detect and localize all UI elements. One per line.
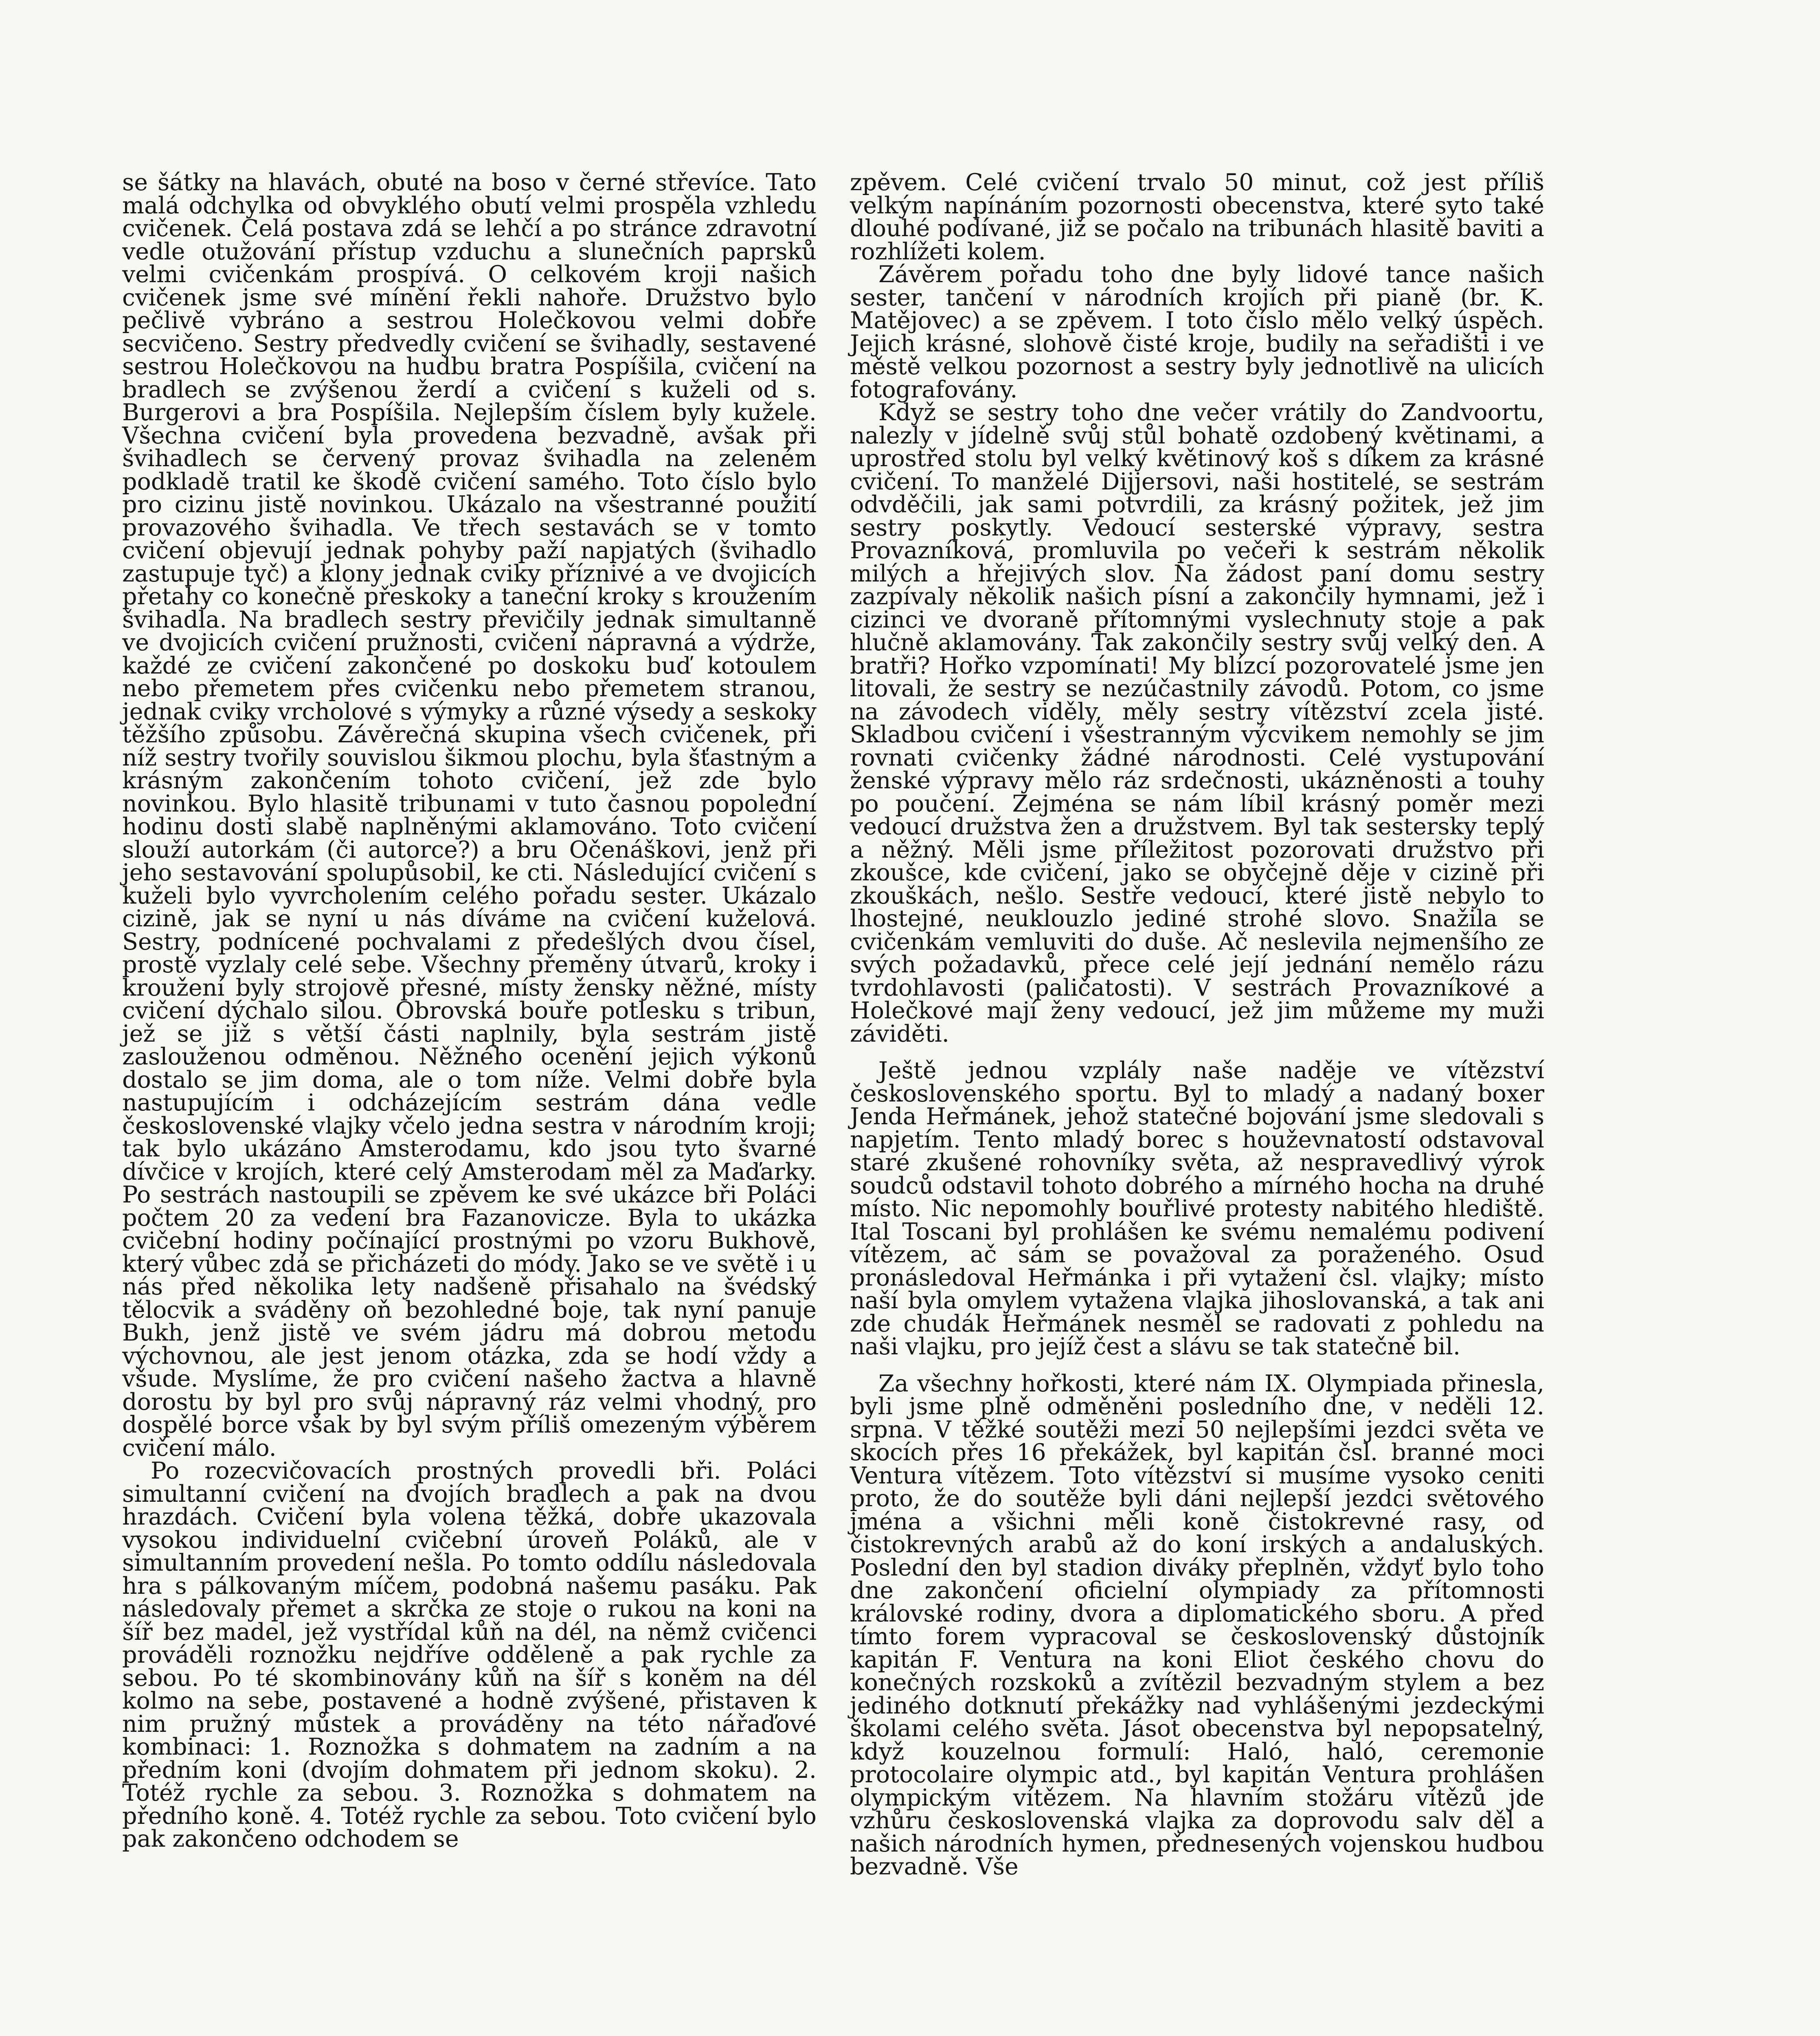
right-paragraph-3: Když se sestry toho dne večer vrátily do Zandvoortu, nalezly v jídelně svůj stůl bohatě ozdobený květinami, a uprostřed stolu byl velký květinový koš s díkem za krásné cvičení. To manželé Dijjersovi, naši hostitelé, se sestrám odvděčili, jak sami potvrdili, za krásný požitek, jež jim sestry poskytly. Vedoucí sesterské výpravy, sestra Provazníková, promluvila po večeři k sestrám několik milých a hřejivých slov. Na žádost paní domu sestry zazpívaly několik našich písní a zakončily hymnami, jež i cizinci ve dvoraně přítomnými vyslechnuty stoje a pak hlučně aklamovány. Tak zakončily sestry svůj velký den. A bratři? Hořko vzpomínati! My blízcí pozorovatelé jsme jen litovali, že sestry se nezúčastnily závodů. Potom, co jsme na závodech viděly, měly sestry vítězství zcela jisté. Skladbou cvičení i všestranným výcvikem nemohly se jim rovnati cvičenky žádné národnosti. Celé vystupování ženské výpravy mělo ráz srdečnosti, ukázněnosti a touhy po poučení. Zejména se nám líbil krásný poměr mezi vedoucí družstva žen a družstvem. Byl tak sestersky teplý a něžný. Měli jsme příležitost pozorovati družstvo při zkoušce, kde cvičení, jako se obyčejně děje v cizině při zkouškách, nešlo. Sestře vedoucí, které jistě nebylo to lhostejné, neuklouzlo jediné strohé slovo. Snažila se cvičenkám vemluviti do duše. Ač neslevila nejmenšího ze svých požadavků, přece celé její jednání nemělo rázu tvrdohlavosti (paličatosti). V sestrách Provazníkové a Holečkové mají ženy vedoucí, jež jim můžeme my muži záviděti. [850, 399, 1544, 1047]
left-paragraph-2: Po rozecvičovacích prostných provedli bři. Poláci simultanní cvičení na dvojích bradlech a pak na dvou hrazdách. Cvičení byla volena těžká, dobře ukazovala vysokou individuelní cvičební úroveň Poláků, ale v simultanním provedení nešla. Po tomto oddílu následovala hra s pálkovaným míčem, podobná našemu pasáku. Pak následovaly přemet a skrčka ze stoje o rukou na koni na šíř bez madel, jež vystřídal kůň na dél, na němž cvičenci prováděli roznožku nejdříve odděleně a pak rychle za sebou. Po té skombinovány kůň na šíř s koněm na dél kolmo na sebe, postavené a hodně zvýšené, přistaven k nim pružný můstek a prováděny na této nářaďové kombinaci: 1. Roznožka s dohmatem na zadním a na předním koni (dvojím dohmatem při jednom skoku). 2. Totéž rychle za sebou. 3. Roznožka s dohmatem na předního koně. 4. Totéž rychle za sebou. Toto cvičení bylo pak zakončeno odchodem se [122, 1457, 817, 1852]
right-column [850, 171, 1544, 1878]
right-paragraph-1: zpěvem. Celé cvičení trvalo 50 minut, což jest příliš velkým napínáním pozornosti obecenstva, které syto také dlouhé podívané, již se počalo na tribunách hlasitě baviti a rozhlížeti kolem. [850, 169, 1544, 265]
left-paragraph-1: se šátky na hlavách, obuté na boso v černé střevíce. Tato malá odchylka od obvyklého obutí velmi prospěla vzhledu cvičenek. Celá postava zdá se lehčí a po stránce zdravotní vedle otužování přístup vzduchu a slunečních paprsků velmi cvičenkám prospívá. O celkovém kroji našich cvičenek jsme své mínění řekli nahoře. Družstvo bylo pečlivě vybráno a sestrou Holečkovou velmi dobře secvičeno. Sestry předvedly cvičení se švihadly, sestavené sestrou Holečkovou na hudbu bratra Pospíšila, cvičení na bradlech se zvýšenou žerdí a cvičení s kuželi od s. Burgerovi a bra Pospíšila. Nejlepším číslem byly kužele. Všechna cvičení byla provedena bezvadně, avšak při švihadlech se červený provaz švihadla na zeleném podkladě tratil ke škodě cvičení samého. Toto číslo bylo pro cizinu jistě novinkou. Ukázalo na všestranné použití provazového švihadla. Ve třech sestavách se v tomto cvičení objevují jednak pohyby paží napjatých (švihadlo zastupuje tyč) a klony jednak cviky příznivé a ve dvojicích přetahy co konečně přeskoky a taneční kroky s kroužením švihadla. Na bradlech sestry převičily jednak simultanně ve dvojicích cvičení pružnosti, cvičení nápravná a výdrže, každé ze cvičení zakončené po doskoku buď kotoulem nebo přemetem přes cvičenku nebo přemetem stranou, jednak cviky vrcholové s výmyky a různé výsedy a seskoky těžšího způsobu. Závěrečná skupina všech cvičenek, při níž sestry tvořily souvislou šikmou plochu, byla šťastným a krásným zakončením tohoto cvičení, jež zde bylo novinkou. Bylo hlasitě tribunami v tuto časnou popolední hodinu dosti slabě naplněnými aklamováno. Toto cvičení slouží autorkám (či autorce?) a bru Očenáškovi, jenž při jeho sestavování spolupůsobil, ke cti. Následující cvičení s kuželi bylo vyvrcholením celého pořadu sester. Ukázalo cizině, jak se nyní u nás díváme na cvičení kuželová. Sestry, podnícené pochvalami z předešlých dvou čísel, prostě vyzlaly celé sebe. Všechny přeměny útvarů, kroky i kroužení byly strojově přesné, místy žensky něžné, místy cvičení dýchalo silou. Obrovská bouře potlesku s tribun, jež se již s větší části naplnily, byla sestrám jistě zaslouženou odměnou. Něžného ocenění jejich výkonů dostalo se jim doma, ale o tom níže. Velmi dobře byla nastupujícím i odcházejícím sestrám dána vedle československé vlajky včelo jedna sestra v národním kroji; tak bylo ukázáno Amsterodamu, kdo jsou tyto švarné dívčice v krojích, které celý Amsterodam měl za Maďarky. Po sestrách nastoupili se zpěvem ke své ukázce bři Poláci počtem 20 za vedení bra Fazanovicze. Byla to ukázka cvičební hodiny počínající prostnými po vzoru Bukhově, který vůbec zdá se přicházeti do módy. Jako se ve světě i u nás před několika lety nadšeně přisahalo na švédský tělocvik a sváděny oň bezohledné boje, tak nyní panuje Bukh, jenž jistě ve svém jádru má dobrou metodu výchovnou, ale jest jenom otázka, zda se hodí vždy a všude. Myslíme, že pro cvičení našeho žactva a hlavně dorostu by byl pro svůj nápravný ráz velmi vhodný, pro dospělé borce však by byl svým příliš omezeným výběrem cvičení málo. [122, 169, 817, 1461]
right-paragraph-2: Závěrem pořadu toho dne byly lidové tance našich sester, tančení v národních krojích při pianě (br. K. Matějovec) a se zpěvem. I toto číslo mělo velký úspěch. Jejich krásné, slohově čisté kroje, budily na seřadišti i ve městě velkou pozornost a sestry byly jednotlivě na ulicích fotografovány. [850, 261, 1544, 403]
left-column [122, 171, 817, 1851]
right-paragraph-5: Za všechny hořkosti, které nám IX. Olympiada přinesla, byli jsme plně odměněni posledního dne, v neděli 12. srpna. V těžké soutěži mezi 50 nejlepšími jezdci světa ve skocích přes 16 překážek, byl kapitán čsl. branné moci Ventura vítězem. Toto vítězství si musíme vysoko ceniti proto, že do soutěže byli dáni nejlepší jezdci světového jména a všichni měli koně čistokrevné rasy, od čistokrevných arabů až do koní irských a andaluských. Poslední den byl stadion diváky přeplněn, vždyť bylo toho dne zakončení oficielní olympiady za přítomnosti královské rodiny, dvora a diplomatického sboru. A před tímto forem vypracoval se československý důstojník kapitán F. Ventura na koni Eliot českého chovu do konečných rozskoků a zvítězil bezvadným stylem a bez jediného dotknutí překážky nad vyhlášenými jezdeckými školami celého světa. Jásot obecenstva byl nepopsatelný, když kouzelnou formulí: Haló, haló, ceremonie protocolaire olympic atd., byl kapitán Ventura prohlášen olympickým vítězem. Na hlavním stožáru vítězů jde vzhůru československá vlajka za doprovodu salv děl a našich národních hymen, přednesených vojenskou hudbou bezvadně. Vše [850, 1370, 1544, 1880]
right-paragraph-4: Ještě jednou vzplály naše naděje ve vítězství československého sportu. Byl to mladý a nadaný boxer Jenda Heřmánek, jehož statečné bojování jsme sledovali s napjetím. Tento mladý borec s houževnatostí odstavoval staré zkušené rohovníky světa, až nespravedlivý výrok soudců odstavil tohoto dobrého a mírného hocha na druhé místo. Nic nepomohly bouřlivé protesty nabitého hlediště. Ital Toscani byl prohlášen ke svému nemalému podivení vítězem, ač sám se považoval za poraženého. Osud pronásledoval Heřmánka i při vytažení čsl. vlajky; místo naší byla omylem vytažena vlajka jihoslovanská, a tak ani zde chudák Heřmánek nesměl se radovati z pohledu na naši vlajku, pro jejíž čest a slávu se tak statečně bil. [850, 1057, 1544, 1360]
